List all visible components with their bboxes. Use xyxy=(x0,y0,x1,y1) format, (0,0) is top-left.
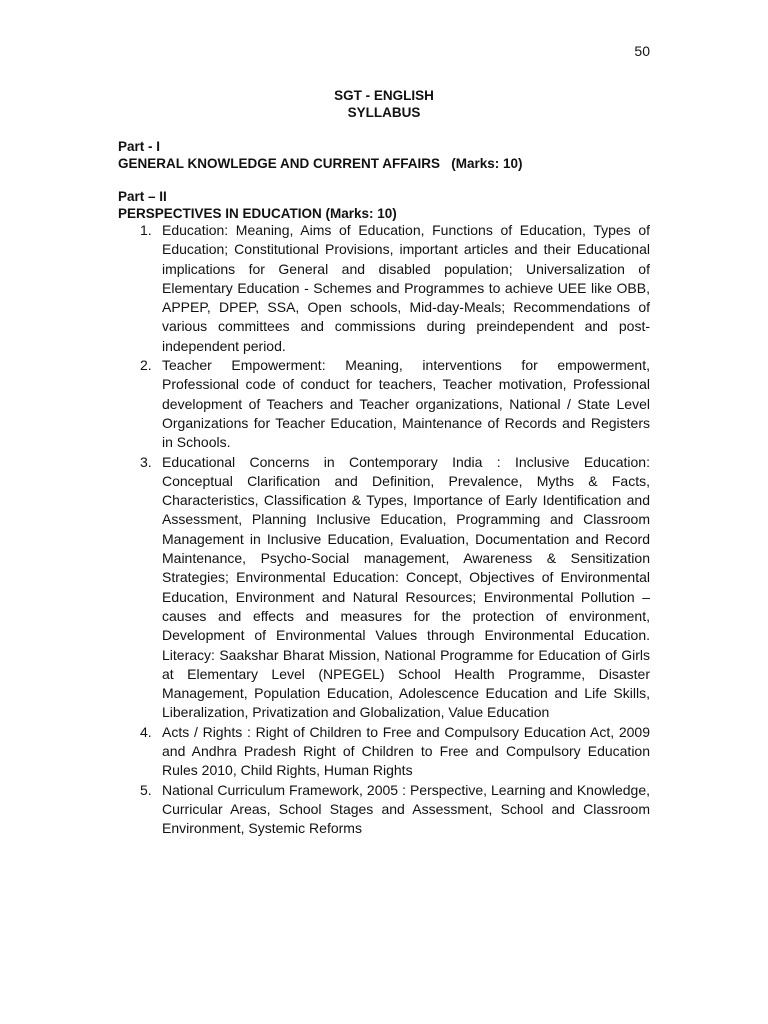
list-item xyxy=(118,221,650,356)
topic-list xyxy=(118,221,650,839)
page-number: 50 xyxy=(634,43,650,59)
list-item xyxy=(118,453,650,723)
part-2-title: PERSPECTIVES IN EDUCATION (Marks: 10) xyxy=(118,206,397,221)
list-item-number: 2. xyxy=(140,357,152,374)
list-item xyxy=(118,356,650,452)
list-item-text: Teacher Empowerment: Meaning, interventions for empowerment, Professional code of conduct for teachers, Teacher motivation, Professional development of Teachers and Teacher organizations, National / State Level Organizations for Teacher Education, Maintenance of Records and Registers in Schools. xyxy=(162,357,650,451)
part-1-label: Part - I xyxy=(118,139,161,154)
list-item-number: 3. xyxy=(140,453,152,470)
list-item-number: 1. xyxy=(140,222,152,238)
part-1-section xyxy=(118,138,523,172)
list-item-number: 5. xyxy=(140,781,152,798)
list-item-text: Education: Meaning, Aims of Education, Functions of Education, Types of Education; Constitutional Provisions, important articles and their Educational implications for General and disabled population; Universalization of Elementary Education - Schemes and Programmes to achieve UEE like OBB, APPEP, DPEP, SSA, Open schools, Mid-day-Meals; Recommendations of various committees and commissions during preindependent and post-independent period. xyxy=(162,222,650,354)
part-2-label: Part – II xyxy=(118,189,167,204)
list-item-text: Acts / Rights : Right of Children to Free and Compulsory Education Act, 2009 and Andhra Pradesh Right of Children to Free and Compulsory Education Rules 2010, Child Rights, Human Rights xyxy=(162,723,650,779)
list-item-text: Educational Concerns in Contemporary India : Inclusive Education: Conceptual Clarification and Definition, Prevalence, Myths & Facts, Characteristics, Classification & Types, Importance of Early Identification and Assessment, Planning Inclusive Education, Programming and Classroom Management in Inclusive Education, Evaluation, Documentation and Record Maintenance, Psycho-Social management, Awareness & Sensitization Strategies; Environmental Education: Concept, Objectives of Environmental Education, Environment and Natural Resources; Environmental Pollution – causes and effects and measures for the protection of environment, Development of Environmental Values through Environmental Education. Literacy: Saakshar Bharat Mission, National Programme for Education of Girls at Elementary Level (NPEGEL) School Health Programme, Disaster Management, Population Education, Adolescence Education and Life Skills, Liberalization, Privatization and Globalization, Value Education xyxy=(162,453,650,721)
heading-subject: SGT - ENGLISH xyxy=(334,88,434,103)
part-1-title: GENERAL KNOWLEDGE AND CURRENT AFFAIRS (Marks: 10) xyxy=(118,156,523,171)
heading-syllabus: SYLLABUS xyxy=(347,105,421,120)
list-item-number: 4. xyxy=(140,723,152,740)
list-item-text: National Curriculum Framework, 2005 : Perspective, Learning and Knowledge, Curricular Areas, School Stages and Assessment, School and Classroom Environment, Systemic Reforms xyxy=(162,781,650,837)
list-item xyxy=(118,781,650,839)
list-item xyxy=(118,723,650,781)
part-2-section xyxy=(118,188,397,222)
document-heading xyxy=(0,87,768,121)
